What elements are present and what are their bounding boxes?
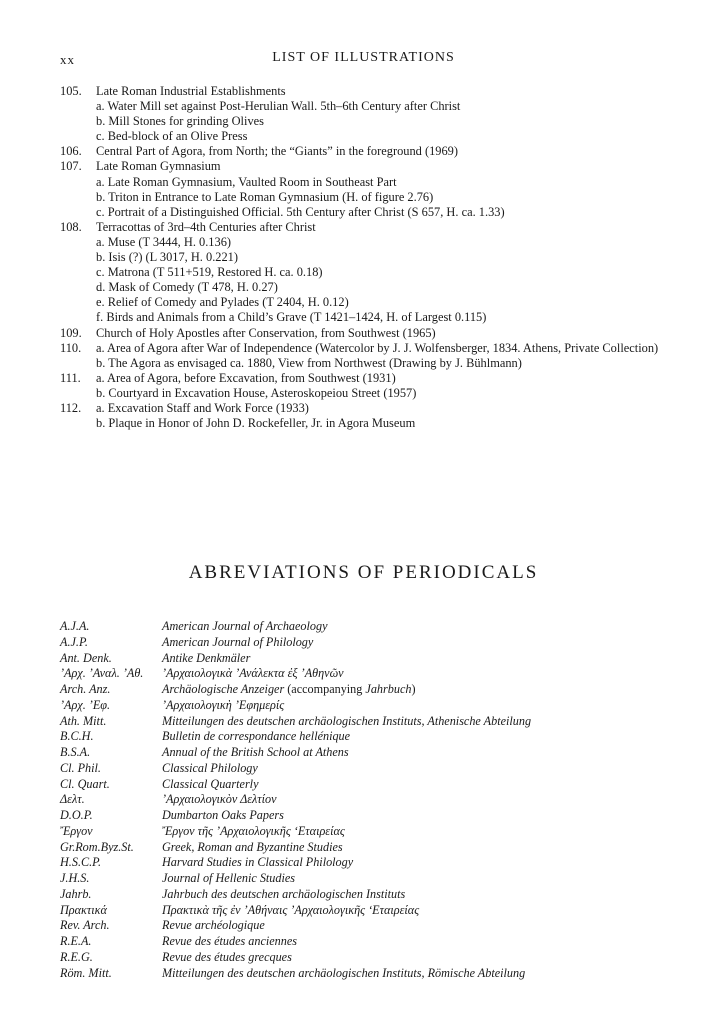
periodical-name: Annual of the British School at Athens	[162, 745, 349, 759]
abbreviation-row	[60, 619, 700, 635]
abbreviation: Δελτ.	[60, 792, 85, 807]
abbreviation-row	[60, 824, 700, 840]
abbreviation: Jahrb.	[60, 886, 92, 901]
illustration-subitem: b. Courtyard in Excavation House, Asteroskopeiou Street (1957)	[96, 385, 417, 400]
page-number: xx	[60, 52, 75, 67]
periodical-name: Bulletin de correspondance hellénique	[162, 729, 351, 744]
abbreviation-row	[60, 950, 700, 966]
periodical-name: ’Αρχαιολογικὸν Δελτίον	[162, 792, 277, 807]
abbreviation-row	[60, 792, 700, 808]
periodical-name: American Journal of Archaeology	[162, 619, 328, 633]
abbreviation: J.H.S.	[60, 871, 90, 885]
illustration-title: Terracottas of 3rd–4th Centuries after Christ	[96, 219, 316, 234]
illustration-subitem: b. Isis (?) (L 3017, H. 0.221)	[96, 250, 239, 265]
periodical-name: Revue des études grecques	[162, 949, 292, 964]
illustration-subitem: f. Birds and Animals from a Child’s Grave (T 1421–1424, H. of Largest 0.115)	[96, 310, 487, 325]
periodical-name: ’Αρχαιολογικὰ ’Ανάλεκτα ἐξ ’Αθηνῶν	[162, 666, 344, 681]
illustration-entry	[60, 159, 680, 174]
abbreviations-list	[60, 619, 700, 981]
illustration-subitem: c. Bed-block of an Olive Press	[96, 129, 248, 144]
illustration-subitem: c. Portrait of a Distinguished Official. 5th Century after Christ (S 657, H. ca. 1.33)	[96, 204, 505, 219]
periodical-name: Journal of Hellenic Studies	[162, 871, 296, 885]
illustration-title: Church of Holy Apostles after Conservation, from Southwest (1965)	[96, 325, 436, 340]
abbreviation-row	[60, 745, 700, 761]
abbreviation-row	[60, 934, 700, 950]
illustration-title: Late Roman Gymnasium	[96, 159, 221, 174]
periodical-name: Ἔργον τῆς ’Αρχαιολογικῆς ‘Εταιρείας	[162, 823, 345, 838]
abbreviation: A.J.P.	[60, 634, 88, 649]
illustration-number: 109.	[60, 325, 82, 340]
abbreviation-row	[60, 729, 700, 745]
illustration-number: 111.	[60, 370, 81, 385]
illustration-subitem: a. Muse (T 3444, H. 0.136)	[96, 234, 232, 249]
illustration-title: a. Area of Agora, before Excavation, from Southwest (1931)	[96, 370, 396, 385]
illustration-entry	[60, 326, 680, 341]
abbreviation-row	[60, 666, 700, 682]
abbreviation-row	[60, 966, 700, 982]
illustration-subitem: c. Matrona (T 511+519, Restored H. ca. 0.18)	[96, 265, 323, 280]
abbreviation-row	[60, 714, 700, 730]
illustration-subitem: d. Mask of Comedy (T 478, H. 0.27)	[96, 280, 278, 295]
abbreviation: Ant. Denk.	[60, 650, 112, 665]
periodical-name: ’Αρχαιολογικὴ ’Εφημερίς	[162, 697, 285, 712]
abbreviation: ’Αρχ. ’Αναλ. ’Αθ.	[60, 666, 144, 681]
illustration-number: 105.	[60, 84, 82, 98]
illustration-title: a. Area of Agora after War of Independence (Watercolor by J. J. Wolfensberger, 1834. Athens, Private Collection)	[96, 340, 659, 355]
abbreviation: Gr.Rom.Byz.St.	[60, 839, 134, 854]
periodical-name: Classical Philology	[162, 760, 258, 775]
abbreviation: Rev. Arch.	[60, 918, 110, 933]
abbreviation-row	[60, 903, 700, 919]
illustration-number: 106.	[60, 144, 82, 159]
illustration-entry	[60, 341, 680, 356]
illustration-number: 108.	[60, 219, 82, 234]
periodical-name: Πρακτικὰ τῆς ἐν ’Αθήναις ’Αρχαιολογικῆς ‘Εταιρείας	[162, 902, 420, 917]
abbreviation-row	[60, 651, 700, 667]
abbreviation: Πρακτικά	[60, 902, 107, 917]
illustration-entry	[60, 371, 680, 386]
periodical-name: Mitteilungen des deutschen archäologischen Instituts, Römische Abteilung	[162, 965, 526, 980]
abbreviation: H.S.C.P.	[60, 855, 102, 870]
periodical-name: Greek, Roman and Byzantine Studies	[162, 839, 343, 854]
illustration-entry	[60, 401, 680, 416]
periodical-name: American Journal of Philology	[162, 634, 314, 649]
illustration-number: 107.	[60, 159, 82, 174]
abbreviation: A.J.A.	[60, 619, 90, 633]
illustration-entry	[60, 220, 680, 235]
illustration-subitem: b. Plaque in Honor of John D. Rockefeller, Jr. in Agora Museum	[96, 416, 416, 431]
abbreviation: Arch. Anz.	[60, 682, 111, 696]
abbreviation: R.E.A.	[60, 934, 92, 948]
illustration-subitem: b. Triton in Entrance to Late Roman Gymnasium (H. of figure 2.76)	[96, 189, 434, 204]
illustration-subitem: a. Water Mill set against Post-Herulian Wall. 5th–6th Century after Christ	[96, 99, 461, 114]
abbreviation-row	[60, 871, 700, 887]
illustration-number: 112.	[60, 400, 82, 415]
illustration-subitem: a. Late Roman Gymnasium, Vaulted Room in Southeast Part	[96, 174, 397, 189]
illustration-subitem: b. The Agora as envisaged ca. 1880, View from Northwest (Drawing by J. Bühlmann)	[96, 355, 522, 370]
illustration-entry	[60, 144, 680, 159]
abbreviation-row	[60, 698, 700, 714]
abbreviation: B.S.A.	[60, 745, 91, 759]
abbreviation-row	[60, 761, 700, 777]
illustration-title: Late Roman Industrial Establishments	[96, 84, 286, 98]
abbreviation: Ath. Mitt.	[60, 713, 107, 728]
abbreviation-row	[60, 918, 700, 934]
abbreviation: D.O.P.	[60, 808, 93, 822]
periodical-name: Dumbarton Oaks Papers	[162, 808, 284, 822]
abbreviation: Ἔργον	[60, 823, 93, 838]
periodical-name: Jahrbuch des deutschen archäologischen Instituts	[162, 886, 406, 901]
illustrations-list	[60, 84, 680, 431]
abbreviation: ’Αρχ. ’Εφ.	[60, 697, 111, 712]
periodical-name: Antike Denkmäler	[162, 650, 251, 665]
illustration-subitem: b. Mill Stones for grinding Olives	[96, 114, 264, 129]
illustration-subitem: e. Relief of Comedy and Pylades (T 2404, H. 0.12)	[96, 295, 349, 310]
periodical-name: Archäologische Anzeiger (accompanying Jahrbuch)	[162, 682, 416, 696]
abbreviation-row	[60, 855, 700, 871]
running-head: LIST OF ILLUSTRATIONS	[272, 50, 455, 65]
illustration-title: Central Part of Agora, from North; the “Giants” in the foreground (1969)	[96, 144, 458, 159]
abbreviation: Cl. Quart.	[60, 776, 110, 791]
abbreviation: Cl. Phil.	[60, 760, 101, 775]
abbreviation-row	[60, 635, 700, 651]
abbreviation: Röm. Mitt.	[60, 965, 112, 980]
periodical-name: Revue des études anciennes	[162, 934, 298, 948]
abbreviation-row	[60, 887, 700, 903]
periodical-name: Mitteilungen des deutschen archäologischen Instituts, Athenische Abteilung	[162, 713, 532, 728]
abbreviation-row	[60, 682, 700, 698]
abbreviation: B.C.H.	[60, 729, 94, 744]
abbreviation-row	[60, 808, 700, 824]
abbreviation-row	[60, 840, 700, 856]
periodical-name: Classical Quarterly	[162, 776, 259, 791]
abbreviation: R.E.G.	[60, 949, 93, 964]
illustration-title: a. Excavation Staff and Work Force (1933)	[96, 400, 309, 415]
periodical-name: Revue archéologique	[162, 918, 265, 933]
abbreviation-row	[60, 777, 700, 793]
illustration-entry	[60, 84, 680, 99]
periodical-name: Harvard Studies in Classical Philology	[162, 855, 354, 870]
abbreviations-heading: ABREVIATIONS OF PERIODICALS	[188, 562, 539, 583]
illustration-number: 110.	[60, 340, 82, 355]
